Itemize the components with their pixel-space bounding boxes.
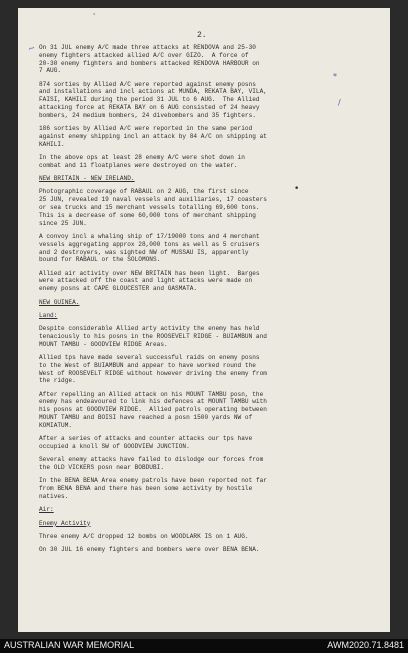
- section-heading-new-britain: NEW BRITAIN - NEW IRELAND.: [39, 175, 135, 183]
- paragraph: After a series of attacks and counter attacks our tps have occupied a knoll SW of GOODVIEW JUNCTION.: [39, 435, 253, 450]
- pencil-mark: ': [93, 12, 96, 21]
- paragraph: Allied air activity over NEW BRITAIN has been light. Barges were attacked off the coast and light attacks were made on enemy posns at CAPE GLOUCESTER and GASMATA.: [39, 269, 260, 293]
- paragraph: 186 sorties by Allied A/C were reported in the same period against enemy shipping incl an attack by 84 A/C on shipping at KAHILI.: [39, 125, 267, 148]
- paragraph: In the BENA BENA Area enemy patrols have been reported not far from BENA BENA and there has been some activity by hostile natives.: [39, 477, 267, 500]
- footer-institution: AUSTRALIAN WAR MEMORIAL: [4, 640, 135, 650]
- document-body: [39, 44, 366, 559]
- paragraph: Allied tps have made several successful raids on enemy posns to the West of BUIAMBUN and appear to have worked round the West of ROOSEVELT RIDGE without however driving the enemy from the ridge.: [39, 354, 267, 385]
- archive-footer: [0, 639, 408, 653]
- paragraph: Three enemy A/C dropped 12 bombs on WOODLARK IS on 1 AUG.: [39, 532, 249, 540]
- page-number: 2.: [197, 31, 207, 40]
- paragraph: A convoy incl a whaling ship of 17/19000 tons and 4 merchant vessels aggregating approx 28,000 tons as well as 5 cruisers and 2 destroyers, was sighted NW of MUSSAU IS, apparently bound for RABAUL or the SOLOMONS.: [39, 232, 260, 264]
- paragraph: 874 sorties by Allied A/C were reported against enemy posns and installations and incl actions at MUNDA, REKATA BAY, VILA, FAISI, KAHILI during the period 31 JUL to 6 AUG. The Allied attacking force at REKATA BAY on 6 AUG consisted of 24 heavy bombers, 24 medium bombers, 24 divebombers and 35 fighters.: [39, 80, 267, 119]
- pencil-mark: /: [338, 98, 341, 107]
- pencil-mark: ~: [26, 43, 38, 55]
- section-heading-new-guinea: NEW GUINEA.: [39, 298, 80, 306]
- ink-dot: •: [294, 184, 300, 194]
- pencil-mark: *: [333, 72, 337, 81]
- paragraph: After repelling an Allied attack on his MOUNT TAMBU posn, the enemy has endeavoured to link his defences at MOUNT TAMBU with his posns at GOODVIEW RIDGE. Allied patrols operating between MOUNT TAMBU and BOISI have reached a posn 1500 yards NW of KOMIATUM.: [39, 390, 267, 429]
- paragraph: Photographic coverage of RABAUL on 2 AUG, the first since 25 JUN, revealed 19 naval vessels and auxiliaries, 17 coasters or sea trucks and 15 merchant vessels totalling 69,600 tons. This is a decrease of some 60,000 tons of merchant shipping since 25 JUN.: [39, 188, 267, 227]
- subheading-air: Air:: [39, 506, 54, 514]
- footer-catalogue-id: AWM2020.71.8481: [327, 640, 404, 650]
- paragraph: On 30 JUL 16 enemy fighters and bombers were over BENA BENA.: [39, 546, 260, 554]
- subheading-enemy-activity: Enemy Activity: [39, 519, 91, 527]
- paragraph: Several enemy attacks have failed to dislodge our forces from the OLD VICKERS posn near BOBDUBI.: [39, 456, 264, 472]
- subheading-land: Land:: [39, 311, 58, 319]
- paragraph: In the above ops at least 28 enemy A/C were shot down in combat and 11 floatplanes were destroyed on the water.: [39, 154, 245, 169]
- paragraph: Despite considerable Allied arty activity the enemy has held tenaciously to his posns in the ROOSEVELT RIDGE - BUIAMBUN and MOUNT TAMBU - GOODVIEW RIDGE Areas.: [39, 325, 267, 348]
- paragraph: On 31 JUL enemy A/C made three attacks at RENDOVA and 25-30 enemy fighters attacked allied A/C over GIZO. A force of 20-30 enemy fighters and bombers attacked RENDOVA HARBOUR on 7 AUG.: [39, 44, 260, 75]
